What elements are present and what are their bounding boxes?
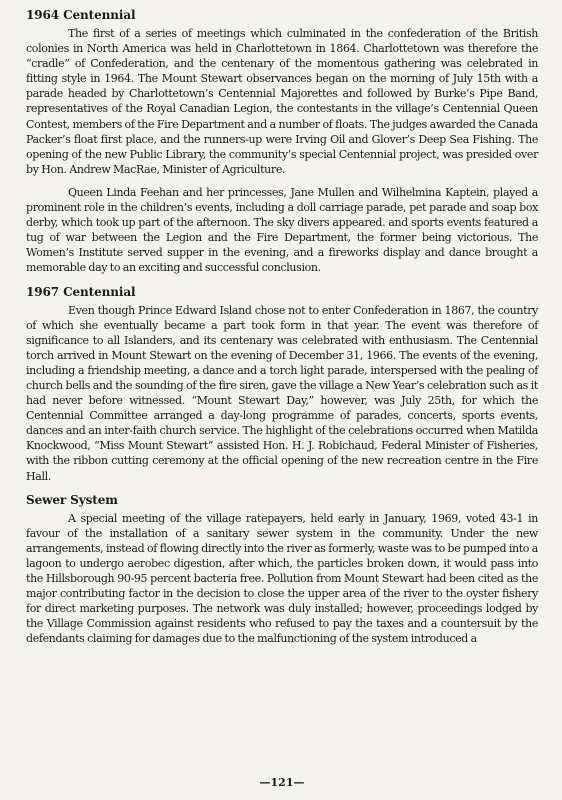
paragraph: Queen Linda Feehan and her princesses, Jane Mullen and Wilhelmina Kaptein, played a prominent role in the children’s events, including a doll carriage parade, pet parade and soap box derby, which took up part of the afternoon. The sky divers appeared. and sports events featured a tug of war between the Legion and the Fire Department, the former being victorious. The Women’s Institute served supper in the evening, and a fireworks display and dance brought a memorable day to an exciting and successful conclusion.: [26, 185, 538, 275]
document-page: [26, 8, 538, 794]
page-number: —121—: [259, 776, 305, 789]
section-1967-centennial: [26, 285, 538, 484]
section-heading: 1964 Centennial: [26, 8, 136, 22]
section-sewer-system: [26, 493, 538, 647]
section-1964-centennial: [26, 8, 538, 276]
section-heading: 1967 Centennial: [26, 284, 136, 299]
paragraph: A special meeting of the village ratepayers, held early in January, 1969, voted 43-1 in favour of the installation of a sanitary sewer system in the community. Under the new arrangements, instead of flowing directly into the river as formerly, waste was to be pumped into a lagoon to undergo aerobec digestion, after which, the particles broken down, it would pass into the Hillsborough 90-95 percent bacteria free. Pollution from Mount Stewart had been cited as the major contributing factor in the decision to close the upper area of the river to the oyster fishery for direct marketing purposes. The network was duly installed; however, proceedings lodged by the Village Commission against residents who refused to pay the taxes and a countersuit by the defendants claiming for damages due to the malfunctioning of the system introduced a: [26, 511, 538, 646]
paragraph: Even though Prince Edward Island chose not to enter Confederation in 1867, the country of which she eventually became a part took form in that year. The event was therefore of significance to all Islanders, and its centenary was celebrated with enthusiasm. The Centennial torch arrived in Mount Stewart on the evening of December 31, 1966. The events of the evening, including a friendship meeting, a dance and a torch light parade, interspersed with the pealing of church bells and the sounding of the fire siren, gave the village a New Year’s celebration such as it had never before witnessed. “Mount Stewart Day,” however, was July 25th, for which the Centennial Committee arranged a day-long programme of parades, concerts, sports events, dances and an inter-faith church service. The highlight of the celebrations occurred when Matilda Knockwood, “Miss Mount Stewart” assisted Hon. H. J. Robichaud, Federal Minister of Fisheries, with the ribbon cutting ceremony at the official opening of the new recreation centre in the Fire Hall.: [26, 303, 538, 483]
section-heading: Sewer System: [26, 492, 118, 507]
paragraph: The first of a series of meetings which culminated in the confederation of the British colonies in North America was held in Charlottetown in 1864. Charlottetown was therefore the “cradle” of Confederation, and the centenary of the momentous gathering was celebrated in fitting style in 1964. The Mount Stewart observances began on the morning of July 15th with a parade headed by Charlottetown’s Centennial Majorettes and followed by Burke’s Pipe Band, representatives of the Royal Canadian Legion, the contestants in the village’s Centennial Queen Contest, members of the Fire Department and a number of floats. The judges awarded the Canada Packer’s float first place, and the runners-up were Irving Oil and Glover’s Deep Sea Fishing. The opening of the new Public Library, the community’s special Centennial project, was presided over by Hon. Andrew MacRae, Minister of Agriculture.: [26, 27, 538, 176]
